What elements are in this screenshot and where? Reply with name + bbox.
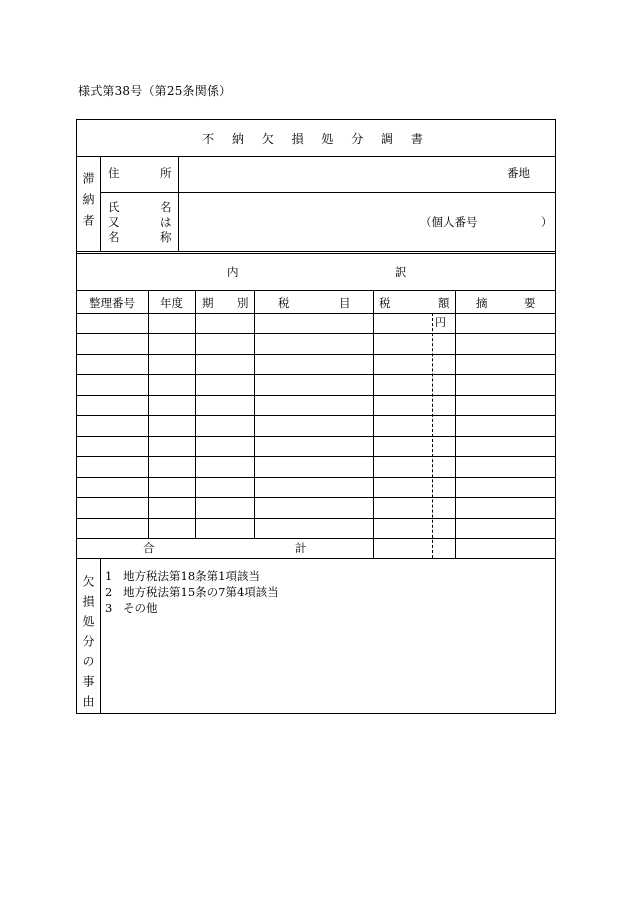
total-label-right: 計 (295, 541, 307, 555)
column-divider (254, 290, 255, 538)
reason-item (105, 584, 279, 600)
form-number: 様式第38号（第25条関係） (78, 84, 232, 98)
form-title: 不 納 欠 損 処 分 調 書 (202, 132, 430, 146)
name-label-3: 又 (108, 215, 120, 229)
column-header-reference-number: 整理番号 (89, 296, 135, 310)
reason-item-number: 1 (105, 569, 113, 583)
divider (100, 558, 101, 714)
address-label-2: 所 (160, 166, 172, 180)
name-field[interactable] (179, 193, 409, 250)
column-divider (195, 290, 196, 538)
address-field[interactable] (179, 157, 499, 192)
currency-unit: 円 (435, 316, 446, 329)
individual-number-field[interactable] (477, 210, 537, 234)
divider (77, 558, 555, 559)
column-header-tax-item-1: 税 (278, 296, 290, 310)
address-label-1: 住 (108, 166, 120, 180)
column-divider (455, 290, 456, 558)
breakdown-label-right: 訳 (395, 265, 407, 279)
reason-item-number: 3 (105, 601, 113, 615)
name-label-1: 氏 (108, 200, 120, 214)
column-header-tax-amount-1: 税 (379, 296, 391, 310)
column-header-summary-1: 摘 (476, 296, 488, 310)
reason-item-number: 2 (105, 585, 113, 599)
yen-separator (432, 313, 433, 558)
column-header-summary-2: 要 (524, 296, 536, 310)
reason-item (105, 568, 260, 584)
divider (77, 253, 555, 254)
deficit-disposition-form (76, 119, 556, 714)
divider (77, 251, 555, 252)
divider (77, 538, 555, 539)
column-header-period-1: 期 (202, 296, 214, 310)
reason-item-text: 地方税法第18条第1項該当 (123, 569, 260, 583)
individual-number-label: （個人番号 (420, 215, 478, 229)
reason-item-text: 地方税法第15条の7第4項該当 (123, 585, 279, 599)
name-label-5: 名 (108, 230, 120, 244)
name-label-6: 称 (160, 230, 172, 244)
column-header-tax-amount-2: 額 (438, 296, 450, 310)
name-label-4: は (160, 215, 172, 229)
column-divider (373, 290, 374, 558)
breakdown-label-left: 内 (227, 265, 239, 279)
reason-item-text: その他 (123, 601, 158, 615)
column-divider (148, 290, 149, 538)
reason-item (105, 600, 158, 616)
column-header-period-2: 別 (237, 296, 249, 310)
taxpayer-section-label: 滞納者 (81, 172, 95, 235)
column-header-tax-item-2: 目 (339, 296, 351, 310)
divider (100, 156, 101, 251)
column-header-fiscal-year: 年度 (160, 296, 183, 310)
individual-number-close: ） (541, 215, 553, 229)
total-label-left: 合 (143, 541, 155, 555)
total-amount-field[interactable] (374, 539, 454, 557)
name-label-2: 名 (160, 200, 172, 214)
reason-section-label: 欠損処分の事由 (81, 575, 95, 715)
address-suffix: 番地 (507, 166, 530, 180)
